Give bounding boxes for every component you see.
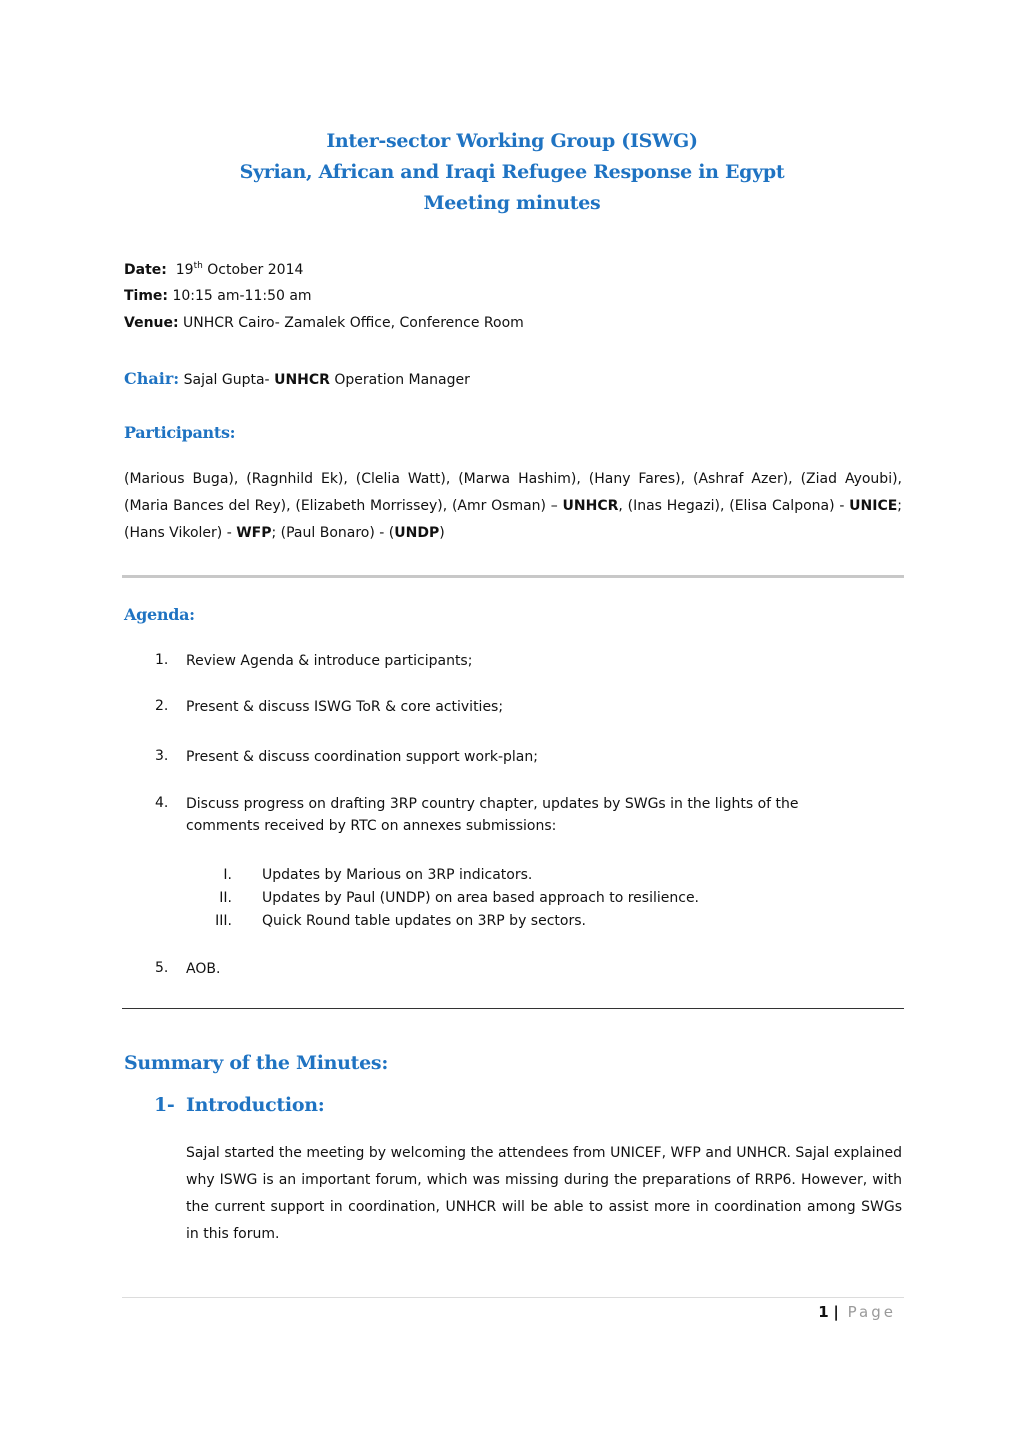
page-footer (818, 1303, 896, 1321)
intro-heading: Introduction: (186, 1094, 325, 1116)
agenda-item-number: 1. (155, 652, 169, 668)
agenda-subitem: Quick Round table updates on 3RP by sectors. (262, 913, 586, 929)
time-value: 10:15 am-11:50 am (172, 288, 312, 304)
time-label: Time: (124, 288, 169, 304)
agenda-heading: Agenda: (124, 605, 195, 624)
agenda-subitem: Updates by Paul (UNDP) on area based approach to resilience. (262, 890, 700, 906)
document-title (0, 126, 1024, 219)
date-suffix: th (193, 261, 203, 271)
participants-list (124, 466, 902, 547)
venue-label: Venue: (124, 315, 179, 331)
page-number: 1 (818, 1303, 829, 1321)
intro-number: 1- (154, 1094, 175, 1116)
chair-role: Operation Manager (334, 372, 470, 388)
date-label: Date: (124, 262, 167, 278)
meeting-venue (124, 315, 524, 331)
chair-name: Sajal Gupta- (183, 372, 270, 388)
summary-heading: Summary of the Minutes: (124, 1052, 389, 1074)
participants-text-3: ; (Hans Vikoler) - (124, 498, 903, 541)
venue-value: UNHCR Cairo- Zamalek Office, Conference Room (183, 315, 524, 331)
participants-text-2: , (Inas Hegazi), (Elisa Calpona) - (618, 498, 850, 514)
title-line-3: Meeting minutes (423, 192, 601, 214)
agenda-item: Present & discuss coordination support work-plan; (186, 749, 538, 765)
meeting-date (124, 261, 303, 278)
participants-heading: Participants: (124, 423, 236, 442)
agenda-item-number: 5. (155, 960, 169, 976)
chair-label: Chair: (124, 369, 180, 388)
meeting-time (124, 288, 312, 304)
page-separator: | (833, 1303, 839, 1321)
chair-org: UNHCR (274, 372, 330, 388)
agenda-item-number: 3. (155, 748, 169, 764)
title-line-1: Inter-sector Working Group (ISWG) (326, 130, 698, 152)
intro-paragraph: Sajal started the meeting by welcoming the attendees from UNICEF, WFP and UNHCR. Sajal explained why ISWG is an important forum, which was missing during the preparations of RRP6. However, with the current support in coordination, UNHCR will be able to assist more in coordination among SWGs in this forum. (186, 1145, 902, 1242)
agenda-item: Present & discuss ISWG ToR & core activities; (186, 699, 504, 715)
participants-text-1: (Marious Buga), (Ragnhild Ek), (Clelia Watt), (Marwa Hashim), (Hany Fares), (Ashraf Azer), (Ziad Ayoubi), (Maria Bances del Rey), (Elizabeth Morrissey), (Amr Osman) – (124, 471, 902, 514)
title-line-2: Syrian, African and Iraqi Refugee Response in Egypt (239, 161, 785, 183)
chair-line (124, 369, 470, 388)
agenda-item: AOB. (186, 961, 221, 977)
participants-org-unice: UNICE (849, 498, 898, 514)
date-day: 19 (175, 262, 194, 278)
agenda-item: Discuss progress on drafting 3RP country chapter, updates by SWGs in the lights of the comments received by RTC on annexes submissions: (186, 796, 799, 834)
participants-org-unhcr: UNHCR (562, 498, 619, 514)
footer-rule (122, 1297, 904, 1298)
agenda-item-number: 4. (155, 795, 169, 811)
divider-dark (122, 1008, 904, 1009)
agenda-subitem-number: I. (223, 867, 232, 883)
agenda-subitem-number: III. (215, 913, 232, 929)
agenda-item: Review Agenda & introduce participants; (186, 653, 473, 669)
agenda-subitem: Updates by Marious on 3RP indicators. (262, 867, 533, 883)
participants-org-undp: UNDP (394, 525, 440, 541)
participants-text-4: ; (Paul Bonaro) - ( (271, 525, 395, 541)
agenda-item-number: 2. (155, 698, 169, 714)
participants-text-5: ) (439, 525, 445, 541)
page-word: Page (847, 1303, 896, 1321)
date-rest: October 2014 (207, 262, 304, 278)
divider-grey (122, 575, 904, 578)
participants-org-wfp: WFP (236, 525, 272, 541)
agenda-subitem-number: II. (219, 890, 232, 906)
